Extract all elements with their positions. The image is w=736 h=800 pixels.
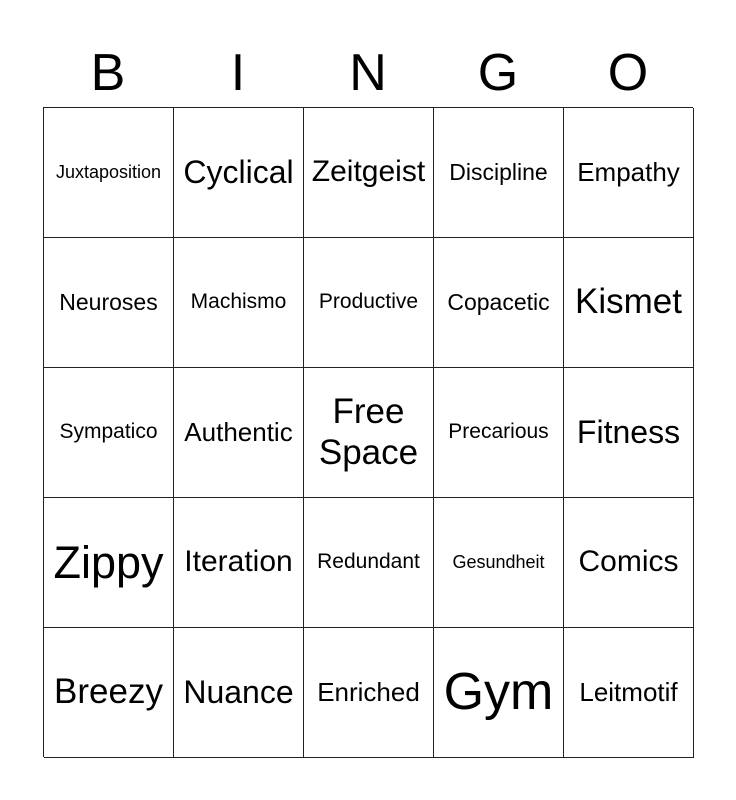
header-letter-n: N (349, 44, 387, 102)
bingo-cell[interactable]: Productive (304, 238, 434, 368)
bingo-cell[interactable]: Juxtaposition (44, 108, 174, 238)
header-letter-o: O (607, 44, 649, 102)
bingo-cell[interactable]: Zippy (44, 498, 174, 628)
bingo-cell[interactable]: Precarious (434, 368, 564, 498)
bingo-cell[interactable]: Gym (434, 628, 564, 758)
bingo-cell[interactable]: Neuroses (44, 238, 174, 368)
bingo-cell[interactable]: Kismet (564, 238, 694, 368)
header-letter-b: B (90, 44, 126, 102)
bingo-cell[interactable]: Fitness (564, 368, 694, 498)
header-letter-g: G (477, 44, 519, 102)
bingo-cell[interactable]: Machismo (174, 238, 304, 368)
free-space-cell[interactable]: Free Space (304, 368, 434, 498)
bingo-header (43, 38, 693, 108)
bingo-cell[interactable]: Sympatico (44, 368, 174, 498)
bingo-cell[interactable]: Authentic (174, 368, 304, 498)
bingo-cell[interactable]: Copacetic (434, 238, 564, 368)
bingo-cell[interactable]: Enriched (304, 628, 434, 758)
bingo-cell[interactable]: Breezy (44, 628, 174, 758)
bingo-cell[interactable]: Empathy (564, 108, 694, 238)
bingo-cell[interactable]: Redundant (304, 498, 434, 628)
bingo-cell[interactable]: Comics (564, 498, 694, 628)
bingo-cell[interactable]: Iteration (174, 498, 304, 628)
bingo-board (43, 107, 693, 757)
bingo-cell[interactable]: Nuance (174, 628, 304, 758)
bingo-cell[interactable]: Discipline (434, 108, 564, 238)
bingo-cell[interactable]: Leitmotif (564, 628, 694, 758)
bingo-cell[interactable]: Cyclical (174, 108, 304, 238)
bingo-cell[interactable]: Zeitgeist (304, 108, 434, 238)
bingo-cell[interactable]: Gesundheit (434, 498, 564, 628)
header-letter-i: I (230, 44, 246, 102)
